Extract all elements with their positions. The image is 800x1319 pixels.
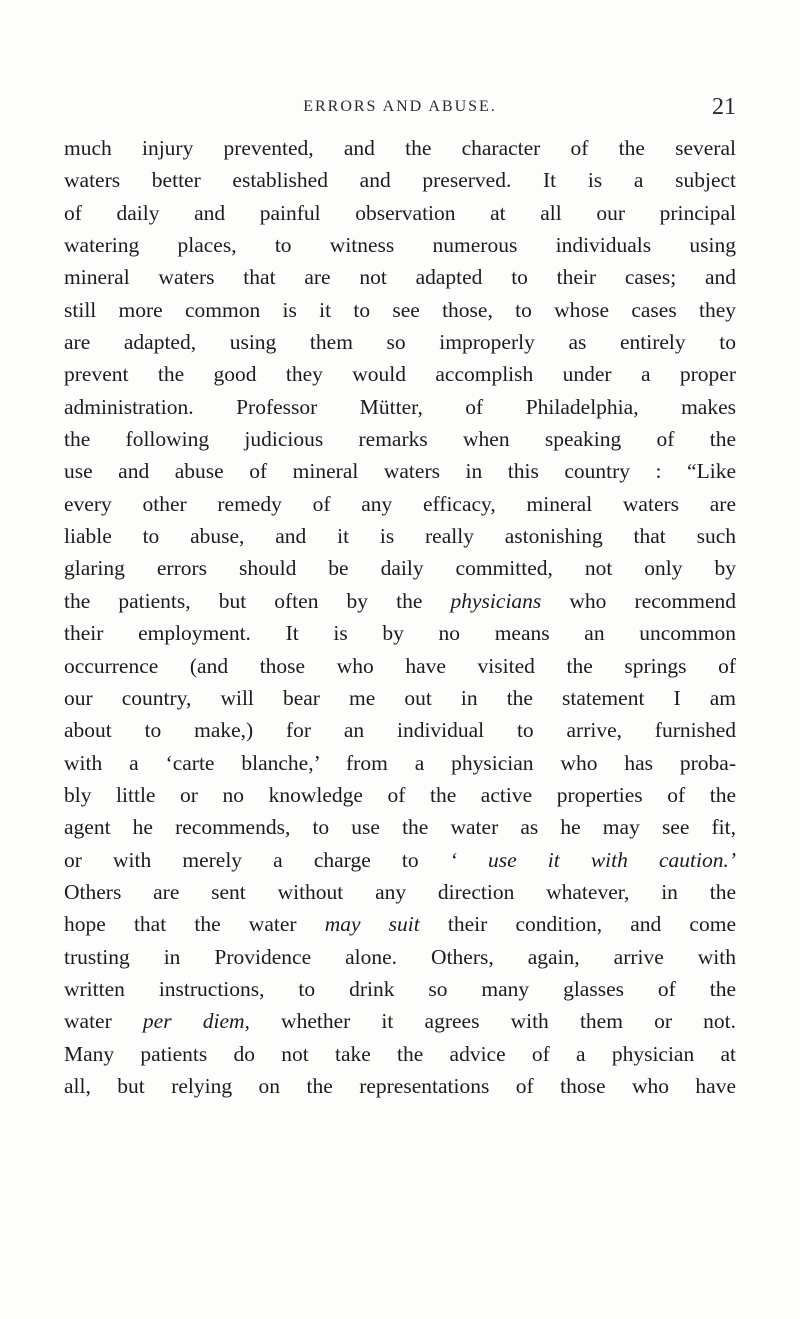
text-line — [64, 164, 736, 196]
text-line — [64, 811, 736, 843]
text-line — [64, 326, 736, 358]
text-line — [64, 294, 736, 326]
text-line — [64, 973, 736, 1005]
text-segment: bly little or no knowledge of the active properties of the — [64, 782, 736, 807]
text-segment: water — [64, 1009, 143, 1034]
text-segment: liable to abuse, and it is really astonishing that such — [64, 524, 736, 549]
text-line — [64, 552, 736, 584]
text-line — [64, 391, 736, 423]
text-line — [64, 520, 736, 552]
text-line — [64, 358, 736, 390]
text-line — [64, 132, 736, 164]
text-segment: or with merely a charge to — [64, 847, 450, 872]
italic-text: per diem, — [142, 1009, 250, 1034]
page-number: 21 — [712, 94, 736, 120]
text-line — [64, 908, 736, 940]
text-segment: who recommend — [541, 588, 736, 613]
italic-text: ‘ use it with caution.’ — [449, 847, 736, 872]
text-segment: our country, will bear me out in the statement I am — [64, 685, 736, 710]
text-line — [64, 714, 736, 746]
text-line — [64, 1005, 736, 1037]
text-segment: with a ‘carte blanche,’ from a physician who has proba- — [64, 750, 736, 775]
text-line — [64, 650, 736, 682]
text-segment: Others are sent without any direction whatever, in the — [64, 879, 736, 904]
text-line — [64, 585, 736, 617]
text-segment: are adapted, using them so improperly as entirely to — [64, 330, 736, 355]
text-line — [64, 229, 736, 261]
text-segment: their condition, and come — [419, 912, 736, 937]
text-line — [64, 617, 736, 649]
text-segment: written instructions, to drink so many glasses of the — [64, 976, 736, 1001]
text-segment: whether it agrees with them or not. — [249, 1009, 737, 1034]
text-line — [64, 488, 736, 520]
text-segment: every other remedy of any efficacy, mineral waters are — [64, 491, 736, 516]
text-segment: much injury prevented, and the character of the several — [64, 136, 736, 160]
text-segment: glaring errors should be daily committed, not only by — [64, 556, 736, 581]
text-segment: hope that the water — [64, 912, 325, 937]
text-segment: the patients, but often by the — [64, 588, 451, 613]
text-segment: waters better established and preserved. It is a subject — [64, 168, 736, 193]
running-head — [64, 94, 736, 126]
text-line — [64, 261, 736, 293]
text-segment: prevent the good they would accomplish under a proper — [64, 362, 736, 387]
text-line — [64, 682, 736, 714]
text-line — [64, 876, 736, 908]
text-line — [64, 1070, 736, 1102]
text-segment: agent he recommends, to use the water as he may see fit, — [64, 815, 736, 840]
text-segment: trusting in Providence alone. Others, again, arrive with — [64, 944, 736, 969]
text-segment: watering places, to witness numerous individuals using — [64, 233, 736, 258]
text-segment: of daily and painful observation at all our principal — [64, 200, 736, 225]
text-segment: still more common is it to see those, to whose cases they — [64, 297, 736, 322]
text-line — [64, 423, 736, 455]
text-line — [64, 197, 736, 229]
italic-text: physicians — [450, 588, 542, 613]
text-segment: about to make,) for an individual to arrive, furnished — [64, 718, 736, 743]
text-line — [64, 779, 736, 811]
text-segment: administration. Professor Mütter, of Philadelphia, makes — [64, 394, 736, 419]
text-line — [64, 844, 736, 876]
italic-text: may suit — [324, 912, 420, 937]
text-segment: occurrence (and those who have visited the springs of — [64, 653, 736, 678]
text-segment: mineral waters that are not adapted to their cases; and — [64, 265, 736, 290]
text-line — [64, 941, 736, 973]
text-line — [64, 1038, 736, 1070]
text-line — [64, 455, 736, 487]
text-segment: all, but relying on the representations of those who have — [64, 1073, 736, 1098]
text-line — [64, 747, 736, 779]
running-title: ERRORS AND ABUSE. — [303, 98, 497, 115]
text-segment: the following judicious remarks when speaking of the — [64, 427, 736, 452]
text-segment: use and abuse of mineral waters in this country : “Like — [64, 459, 736, 484]
text-segment: Many patients do not take the advice of a physician at — [64, 1041, 736, 1066]
body-text — [64, 132, 736, 1102]
text-segment: their employment. It is by no means an uncommon — [64, 621, 736, 646]
